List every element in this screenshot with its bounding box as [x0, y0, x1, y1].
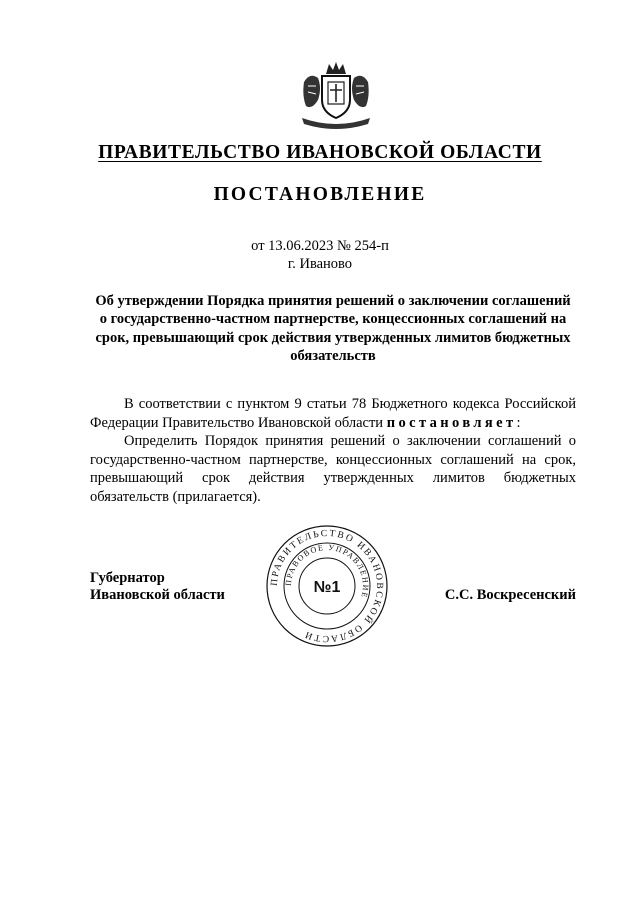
stamp-inner-text: ПРАВОВОЕ УПРАВЛЕНИЕ [283, 542, 371, 600]
organization-name [0, 142, 640, 164]
document-title: Об утверждении Порядка принятия решений о заключении соглашений о государственно-частном партнерстве, концессионных соглашений на срок, превышающий срок действия утвержденных лимитов бюджетных обязательств [95, 293, 571, 365]
preamble-text: В соответствии с пунктом 9 статьи 78 Бюджетного кодекса Российской Федерации Правительство Ивановской области [90, 396, 576, 431]
body-paragraph-1 [90, 395, 576, 432]
coat-of-arms-icon [296, 60, 376, 132]
signatory-name: С.С. Воскресенский [444, 587, 576, 603]
document-date-number: от 13.06.2023 № 254-п [251, 238, 389, 254]
document-type: ПОСТАНОВЛЕНИЕ [213, 184, 427, 205]
stamp-number: №1 [313, 579, 341, 596]
signatory-position-line1: Губернатор [90, 570, 165, 586]
signatory-position [90, 570, 225, 604]
document-body [90, 395, 576, 507]
official-stamp [265, 524, 389, 648]
signatory-position-line2: Ивановской области [90, 587, 225, 603]
document-city: г. Иваново [287, 256, 353, 272]
stamp-outer-text: ПРАВИТЕЛЬСТВО ИВАНОВСКОЙ ОБЛАСТИ [269, 528, 385, 644]
body-paragraph-2: Определить Порядок принятия решений о заключении соглашений о государственно-частном партнерстве, концессионных соглашений на срок, превышающий срок действия утвержденных лимитов бюджетных обязательств (прилагается). [90, 433, 576, 505]
decree-colon: : [516, 414, 521, 431]
organization-name-text: ПРАВИТЕЛЬСТВО ИВАНОВСКОЙ ОБЛАСТИ [98, 142, 542, 163]
decree-word: постановляет [386, 414, 517, 431]
